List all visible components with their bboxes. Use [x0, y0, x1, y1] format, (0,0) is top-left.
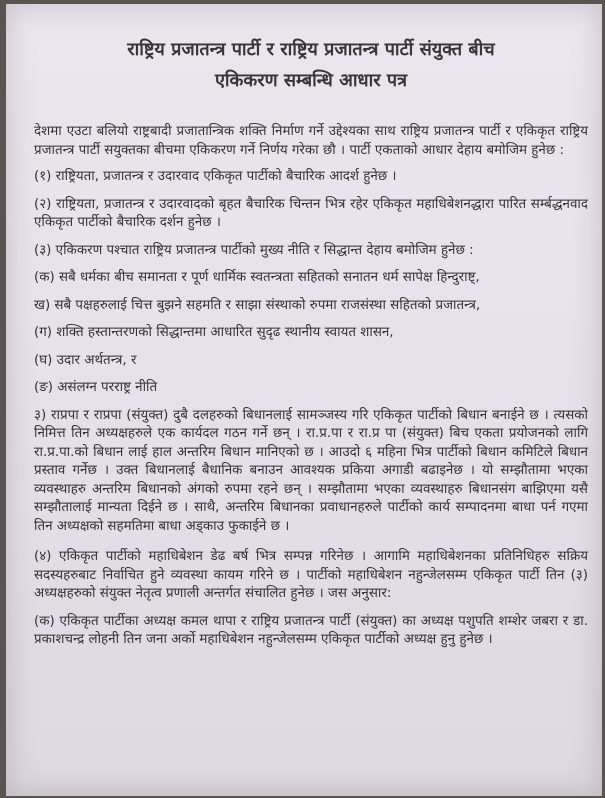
- clause-3-ka: (क) सबै धर्मका बीच समानता र पूर्ण धार्मिक स्वतन्त्रता सहितको सनातन धर्म सापेक्ष हिन्दुराष्ट्,: [34, 270, 480, 285]
- clause-4-ka: (क) एकिकृत पार्टीका अध्यक्ष कमल थापा र राष्ट्रिय प्रजातन्त्र पार्टी (संयुक्त) का अध्यक्ष पशुपति शम्शेर जबरा र डा. प्रकाशचन्द्र लोहनी तिन जना अर्को महाधिबेशन नहुन्जेलसम्म एकिकृत पार्टीको अध्यक्ष हुनु हुनेछ ।: [34, 613, 588, 647]
- title-line-2: एकिकरण सम्बन्धि आधार पत्र: [214, 70, 408, 91]
- clause-3-kha: ख) सबै पक्षहरुलाई चित्त बुझने सहमति र साझा संस्थाको रुपमा राजसंस्था सहितको प्रजातन्त्र,: [34, 297, 481, 313]
- clause-3-nga: (ङ) असंलग्न परराष्ट्र नीति: [34, 380, 158, 395]
- clause-3-ga: (ग) शक्ति हस्तान्तरणको सिद्धान्तमा आधारित सुदृढ स्थानीय स्वायत शासन,: [34, 325, 394, 340]
- document-page: [6, 4, 602, 796]
- clause-3-gha: (घ) उदार अर्थतन्त्र, र: [34, 352, 137, 368]
- clause-1: (१) राष्ट्रियता, प्रजातन्त्र र उदारवाद एकिकृत पार्टीको बैचारिक आदर्श हुनेछ ।: [34, 169, 397, 184]
- intro-paragraph: देशमा एउटा बलियो राष्ट्रबादी प्रजातान्त्रिक शक्ति निर्माण गर्ने उद्देश्यका साथ राष्ट्रिय प्रजातन्त्र पार्टी र एकिकृत राष्ट्रिय प्रजातन्त्र पार्टी सयुक्तका बीचमा एकिकरण गर्ने निर्णय गरेका छौ । पार्टी एकताको आधार देहाय बमोजिम हुनेछ :: [34, 124, 588, 158]
- title-line-1: राष्ट्रिय प्रजातन्त्र पार्टी र राष्ट्रिय प्रजातन्त्र पार्टी संयुक्त बीच: [127, 39, 495, 60]
- clause-2: (२) राष्ट्रियता, प्रजातन्त्र र उदारवादको बृहत बैचारिक चिन्तन भित्र रहेर एकिकृत महाधिबेशनद्धारा पारित सर्म्बद्धनवाद एकिकृत पार्टीको बैचारिक दर्शन हुनेछ ।: [34, 196, 588, 230]
- clause-3: (३) एकिकरण पश्चात राष्ट्रिय प्रजातन्त्र पार्टीको मुख्य नीति र सिद्धान्त देहाय बमोजिम हुनेछ :: [34, 242, 474, 258]
- clause-4: (४) एकिकृत पार्टीको महाधिबेशन डेढ बर्ष भित्र सम्पन्न गरिनेछ । आगामि महाधिबेशनका प्रतिनिधिहरु सक्रिय सदस्यहरुबाट निर्वाचित हुने व्यवस्था कायम गरिने छ । पार्टीको महाधिबेशन नहुन्जेलसम्म एकिकृत पार्टी तिन (३) अध्यक्षहरुको संयुक्त नेतृत्व प्रणाली अन्तर्गत संचालित हुनेछ । जस अनुसार:: [34, 549, 588, 601]
- clause-3-constitution: ३) राप्रपा र राप्रपा (संयुक्त) दुबै दलहरुको बिधानलाई सामञ्जस्य गरि एकिकृत पार्टीको बिधान बनाईने छ । त्यसको निमित्त तिन अध्यक्षहरुले एक कार्यदल गठन गर्ने छन् । रा.प्र.पा र रा.प्र पा (संयुक्त) बिच एकता प्रयोजनको लागि रा.प्र.पा.को बिधान लाई हाल अन्तरिम बिधान मानिएको छ । आउदो ६ महिना भित्र पार्टीको बिधान कमिटिले बिधान प्रस्ताव गर्नेछ । उक्त बिधानलाई बैधानिक बनाउन आवश्यक प्रकिया अगाडी बढाइनेछ । यो सम्झौतामा भएका व्यवस्थाहरु अन्तरिम बिधानको अंगको रुपमा रहने छन् । सम्झौतामा भएका व्यवस्थाहरु बिधानसंग बाझिएमा यसै सम्झौतालाई मान्यता दिईने छ । साथै, अन्तरिम बिधानका प्रवाधानहरुले पार्टीको कार्य सम्पादनमा बाधा पर्न गएमा तिन अध्यक्षको सहमतिमा बाधा अड्काउ फुकाईने छ ।: [34, 407, 588, 534]
- document-title: [34, 34, 588, 96]
